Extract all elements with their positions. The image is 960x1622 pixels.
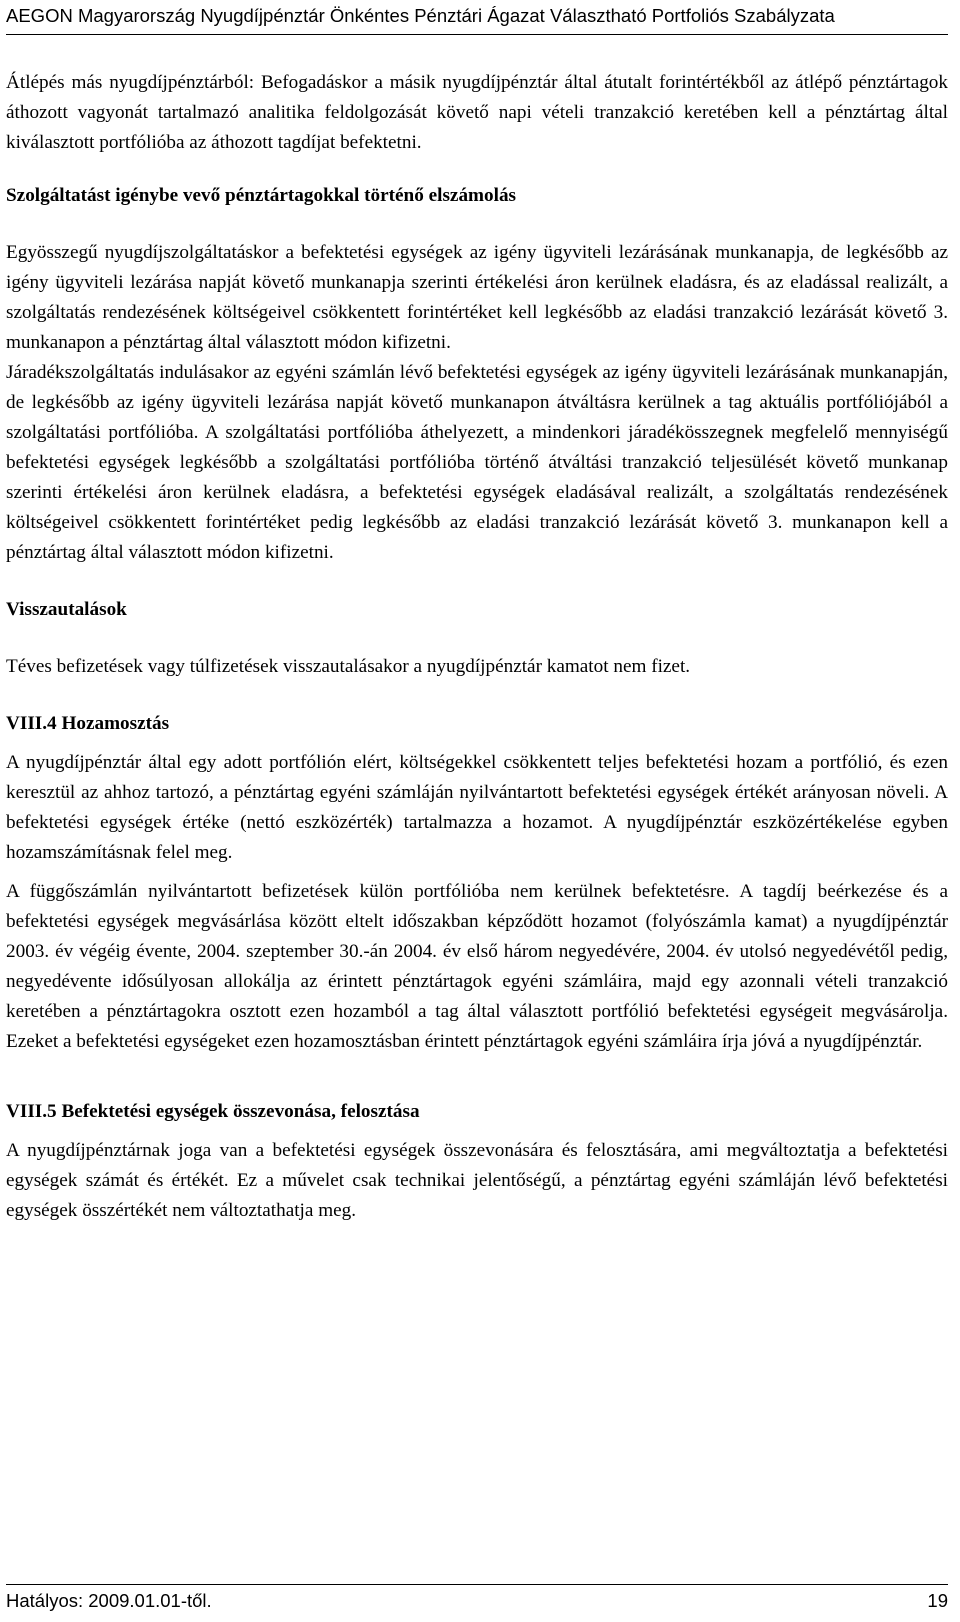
paragraph-osszevonas: A nyugdíjpénztárnak joga van a befektetési egységek összevonására és felosztására, ami megváltoztatja a befektetési egységek számát és értékét. Ez a művelet csak technikai jelentőségű, a pénztártag egyéni számláján lévő befektetési egységek összértékét nem változtathatja meg. bbox=[6, 1140, 948, 1221]
paragraph-atlepes: Átlépés más nyugdíjpénztárból: Befogadáskor a másik nyugdíjpénztár által átutalt forintértékből az átlépő pénztártagok áthozott vagyonát tartalmazó analitika feldolgozását követő napi vételi tranzakció keretében kell a pénztártag által kiválasztott portfólióba az áthozott tagdíjat befektetni. bbox=[6, 72, 948, 153]
paragraph-egyosszegu: Egyösszegű nyugdíjszolgáltatáskor a befektetési egységek az igény ügyviteli lezárásának munkanapja, de legkésőbb az igény ügyviteli lezárása napját követő munkanapja szerinti értékelési áron kerülnek eladásra, és az eladással realizált, a szolgáltatás rendezésének költségeivel csökkentett forintértéket kell legkésőbb az eladási tranzakció lezárását követő 3. munkanapon a pénztártag által választott módon kifizetni. bbox=[6, 242, 948, 353]
heading-szolgaltatas: Szolgáltatást igénybe vevő pénztártagokkal történő elszámolás bbox=[6, 185, 517, 206]
page-footer bbox=[6, 1588, 948, 1614]
effective-date: Hatályos: 2009.01.01-től. bbox=[6, 1590, 212, 1611]
page-header: AEGON Magyarország Nyugdíjpénztár Önkéntes Pénztári Ágazat Választható Portfoliós Szabályzata bbox=[6, 5, 835, 26]
document-body bbox=[6, 68, 948, 1226]
paragraph-hozam-2: A függőszámlán nyilvántartott befizetések külön portfólióba nem kerülnek befektetésre. A tagdíj beérkezése és a befektetési egységek megvásárlása között eltelt időszakban képződött hozamot (folyószámla kamat) a nyugdíjpénztár 2003. év végéig évente, 2004. szeptember 30.-án 2004. év első három negyedévére, 2004. év utolsó negyedévétől pedig, negyedévente idősúlyosan allokálja az érintett pénztártagok egyéni számláira, majd egy azonnali vételi tranzakció keretében a pénztártagokra osztott ezen hozamból a tag által választott portfólió befektetési egységeit megvásárolja. Ezeket a befektetési egységeket ezen hozamosztásban érintett pénztártagok egyéni számláira írja jóvá a nyugdíjpénztár. bbox=[6, 881, 948, 1052]
paragraph-jaradek: Járadékszolgáltatás indulásakor az egyéni számlán lévő befektetési egységek az igény ügyviteli lezárásának munkanapján, de legkésőbb az igény ügyviteli lezárása napját követő munkanapon átváltásra kerülnek a tag aktuális portfóliójából a szolgáltatási portfólióba. A szolgáltatási portfólióba áthelyezett, a mindenkori járadékösszegnek megfelelő mennyiségű befektetési egységek legkésőbb a szolgáltatási portfólióba történő átváltási tranzakció teljesülését követő munkanap szerinti értékelési áron kerülnek eladásra, a befektetési egységek eladásával realizált, a szolgáltatás rendezésének költségeivel csökkentett forintértéket pedig legkésőbb az eladási tranzakció lezárását követő 3. munkanapon kell a pénztártag által választott módon kifizetni. bbox=[6, 362, 948, 563]
footer-divider bbox=[6, 1584, 948, 1585]
heading-visszautalasok: Visszautalások bbox=[6, 599, 127, 620]
paragraph-teves: Téves befizetések vagy túlfizetések visszautalásakor a nyugdíjpénztár kamatot nem fizet. bbox=[6, 656, 691, 677]
paragraph-hozam-1: A nyugdíjpénztár által egy adott portfólión elért, költségekkel csökkentett teljes befektetési hozam a portfólió, és ezen keresztül az ahhoz tartozó, a pénztártag egyéni számláján nyilvántartott befektetési egységek értékét arányosan növeli. A befektetési egységek értéke (nettó eszközérték) tartalmazza a hozamot. A nyugdíjpénztár eszközértékelése egyben hozamszámításnak felel meg. bbox=[6, 752, 948, 863]
heading-hozamosztas: VIII.4 Hozamosztás bbox=[6, 713, 170, 734]
header-divider bbox=[6, 34, 948, 35]
page-number: 19 bbox=[927, 1590, 948, 1611]
heading-osszevonas: VIII.5 Befektetési egységek összevonása, felosztása bbox=[6, 1101, 420, 1122]
